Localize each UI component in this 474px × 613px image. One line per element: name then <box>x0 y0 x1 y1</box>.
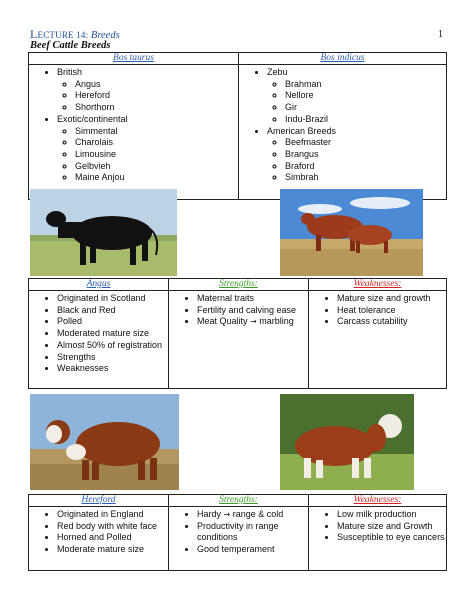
hereford-weaknesses-heading: Weaknesses: <box>309 495 447 507</box>
hereford-strengths-cell <box>169 507 309 571</box>
breed-item: ◦ Angus <box>75 79 238 91</box>
angus-traits-cell <box>29 291 169 389</box>
list-item: • Moderated mature size <box>57 328 168 340</box>
hereford-strengths-list <box>169 509 308 556</box>
angus-bull-photo <box>30 189 177 276</box>
angus-weaknesses-list <box>309 293 446 328</box>
breed-item: ◦ Charolais <box>75 137 238 149</box>
list-item: • Moderate mature size <box>57 544 168 556</box>
list-item: • Low milk production <box>337 509 446 521</box>
angus-strengths-cell <box>169 291 309 389</box>
hereford-weaknesses-list <box>309 509 446 544</box>
bos-taurus-group <box>57 114 238 184</box>
item-text: marbling <box>256 316 294 327</box>
angus-weaknesses-heading: Weaknesses: <box>309 279 447 291</box>
breed-item: ◦ Indu-Brazil <box>285 114 446 126</box>
item-text: Hardy <box>197 509 224 519</box>
hereford-heading: Hereford <box>29 495 169 507</box>
bos-taurus-group <box>57 67 238 114</box>
angus-traits-list <box>29 293 168 375</box>
list-item: • Carcass cutability <box>337 316 446 328</box>
bos-indicus-sublist <box>267 137 446 184</box>
bos-indicus-cell <box>239 65 447 200</box>
breeds-table <box>28 52 447 200</box>
list-item: • Weaknesses <box>57 363 168 375</box>
breed-item: ◦ Nellore <box>285 90 446 102</box>
item-text: Good temperament <box>197 544 275 555</box>
lecture-topic: Breeds <box>90 30 120 41</box>
breed-item: ◦ Limousine <box>75 149 238 161</box>
angus-strengths-heading: Strengths: <box>169 279 309 291</box>
angus-table <box>28 278 447 389</box>
breed-item: ◦ Gelbvieh <box>75 161 238 173</box>
item-text: Productivity in range conditions <box>197 520 279 543</box>
breed-item: ◦ Hereford <box>75 90 238 102</box>
arrow-icon: → <box>250 317 257 327</box>
list-item: • Strengths <box>57 352 168 364</box>
list-item <box>197 316 308 328</box>
bos-indicus-group <box>267 67 446 126</box>
hereford-table <box>28 494 447 571</box>
list-item <box>197 293 308 305</box>
list-item: • Horned and Polled <box>57 532 168 544</box>
list-item: • Black and Red <box>57 305 168 317</box>
bos-taurus-sublist <box>57 79 238 114</box>
bos-indicus-heading: Bos indicus <box>239 53 447 65</box>
red-cattle-photo <box>280 189 423 276</box>
breed-item: ◦ Beefmaster <box>285 137 446 149</box>
breed-item: ◦ Shorthorn <box>75 102 238 114</box>
lecture-cap: L <box>30 27 38 41</box>
hereford-heifer-photo <box>280 394 414 490</box>
list-item <box>197 521 308 544</box>
bos-indicus-list <box>239 67 446 184</box>
angus-strengths-list <box>169 293 308 328</box>
list-item: • Polled <box>57 316 168 328</box>
list-item: • Mature size and Growth <box>337 521 446 533</box>
hereford-bull-photo <box>30 394 179 490</box>
page-number: 1 <box>438 29 443 40</box>
bos-indicus-group-label: Zebu <box>267 67 288 77</box>
item-text: Meat Quality <box>197 316 251 327</box>
list-item: • Originated in England <box>57 509 168 521</box>
bos-indicus-group <box>267 126 446 185</box>
list-item: • Susceptible to eye cancers <box>337 532 446 544</box>
bos-taurus-list <box>29 67 238 184</box>
list-item: • Originated in Scotland <box>57 293 168 305</box>
breed-item: ◦ Simbrah <box>285 172 446 184</box>
hereford-traits-list <box>29 509 168 556</box>
breed-item: ◦ Simmental <box>75 126 238 138</box>
bos-indicus-group-label: American Breeds <box>267 125 337 136</box>
list-item <box>197 509 308 521</box>
list-item <box>197 544 308 556</box>
list-item: • Mature size and growth <box>337 293 446 305</box>
arrow-icon: → <box>223 510 231 519</box>
item-text: Maternal traits <box>197 293 255 303</box>
breed-item: ◦ Brangus <box>285 149 446 161</box>
hereford-strengths-heading: Strengths: <box>169 495 309 507</box>
bos-taurus-sublist <box>57 126 238 185</box>
angus-heading: Angus <box>29 279 169 291</box>
list-item: • Heat tolerance <box>337 305 446 317</box>
angus-weaknesses-cell <box>309 291 447 389</box>
list-item: • Almost 50% of registration <box>57 340 168 352</box>
bos-taurus-heading: Bos taurus <box>29 53 239 65</box>
breed-item: ◦ Brahman <box>285 79 446 91</box>
bos-indicus-sublist <box>267 79 446 126</box>
bos-taurus-group-label: Exotic/continental <box>57 113 128 124</box>
bos-taurus-cell <box>29 65 239 200</box>
lecture-label: ECTURE 14: <box>37 30 89 40</box>
bos-taurus-group-label: British <box>57 67 83 77</box>
list-item <box>197 305 308 317</box>
page-subtitle: Beef Cattle Breeds <box>30 40 111 51</box>
breed-item: ◦ Maine Anjou <box>75 172 238 184</box>
hereford-traits-cell <box>29 507 169 571</box>
breed-item: ◦ Gir <box>285 102 446 114</box>
list-item: • Red body with white face <box>57 521 168 533</box>
item-text: range & cold <box>230 509 284 519</box>
item-text: Fertility and calving ease <box>197 304 297 315</box>
breed-item: ◦ Braford <box>285 161 446 173</box>
hereford-weaknesses-cell <box>309 507 447 571</box>
